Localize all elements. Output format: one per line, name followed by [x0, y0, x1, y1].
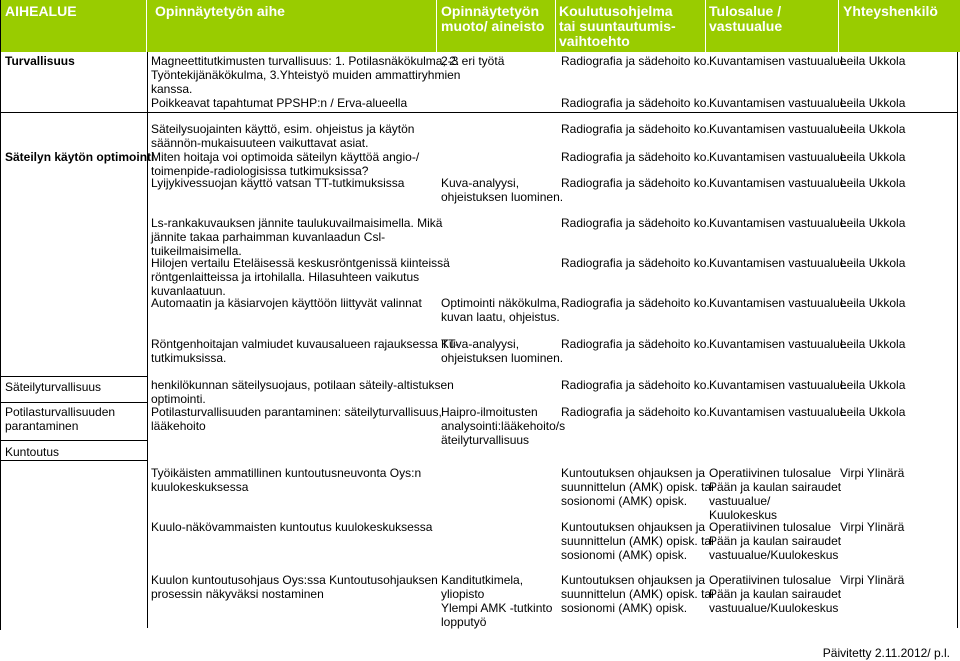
right-border [957, 52, 958, 628]
row-unit: Kuvantamisen vastuualue [709, 54, 847, 68]
section-kuntoutus: Kuntoutus [5, 445, 60, 459]
row-format: 2-3 eri työtä [441, 54, 505, 68]
row-program: Radiografia ja sädehoito ko. [561, 378, 710, 392]
header-muoto: Opinnäytetyön muoto/ aineisto [441, 3, 545, 34]
section-turvallisuus: Turvallisuus [5, 54, 75, 68]
row-program: Kuntoutuksen ohjauksen ja suunnittelun (AMK) opisk. tai sosionomi (AMK) opisk. [561, 573, 714, 615]
row-program: Radiografia ja sädehoito ko. [561, 96, 710, 110]
row-contact: Leila Ukkola [840, 256, 906, 270]
row-program: Radiografia ja sädehoito ko. [561, 54, 710, 68]
row-program: Radiografia ja sädehoito ko. [561, 216, 710, 230]
row-unit: Kuvantamisen vastuualue [709, 176, 847, 190]
row-topic: Kuulo-näkövammaisten kuntoutus kuulokeskuksessa [151, 520, 433, 534]
row-contact: Leila Ukkola [840, 216, 906, 230]
header-yhteys: Yhteyshenkilö [843, 3, 938, 19]
row-unit: Kuvantamisen vastuualue [709, 337, 847, 351]
row-unit: Operatiivinen tulosalue Pään ja kaulan sairaudet vastuualue/Kuulokeskus [709, 573, 842, 615]
row-contact: Virpi Ylinärä [840, 466, 905, 480]
row-contact: Virpi Ylinärä [840, 573, 905, 587]
row-topic: henkilökunnan säteilysuojaus, potilaan säteily-altistuksen optimointi. [151, 378, 454, 406]
header-aihe: Opinnäytetyön aihe [155, 3, 285, 19]
row-topic: Säteilysuojainten käyttö, esim. ohjeistus ja käytön säännön-mukaisuuteen vaikuttavat asiat. [151, 122, 415, 150]
row-unit: Operatiivinen tulosalue Pään ja kaulan sairaudet vastuualue/ Kuulokeskus [709, 466, 842, 522]
row-contact: Leila Ukkola [840, 176, 906, 190]
row-topic: Automaatin ja käsiarvojen käyttöön liittyvät valinnat [151, 296, 422, 310]
row-topic: Työikäisten ammatillinen kuntoutusneuvonta Oys:n kuulokeskuksessa [151, 466, 422, 494]
row-unit: Kuvantamisen vastuualue [709, 150, 847, 164]
row-topic: Hilojen vertailu Eteläisessä keskusröntgenissä kiinteissä röntgenlaitteissa ja irtohilalla. Hilasuhteen vaikutus kuvanlaatuun. [151, 256, 450, 298]
row-program: Kuntoutuksen ohjauksen ja suunnittelun (AMK) opisk. tai sosionomi (AMK) opisk. [561, 520, 714, 562]
row-contact: Leila Ukkola [840, 378, 906, 392]
row-unit: Kuvantamisen vastuualue [709, 122, 847, 136]
table-header [0, 0, 960, 52]
header-aihealue: AIHEALUE [5, 3, 77, 19]
row-unit: Kuvantamisen vastuualue [709, 405, 847, 419]
row-program: Radiografia ja sädehoito ko. [561, 296, 710, 310]
row-topic: Magneettitutkimusten turvallisuus: 1. Potilasnäkökulma, 2. Työntekijänäkökulma, 3.Yhteistyö muiden ammattiryhmien kanssa. [151, 54, 461, 96]
row-format: Optimointi näkökulma, kuvan laatu, ohjeistus. [441, 296, 560, 324]
left-border [0, 0, 1, 630]
row-program: Radiografia ja sädehoito ko. [561, 150, 710, 164]
section-divider [0, 376, 148, 377]
section-divider [0, 440, 148, 441]
header-tulosalue: Tulosalue / vastuualue [709, 3, 783, 34]
row-format: Kanditutkimela, yliopisto Ylempi AMK -tutkinto lopputyö [441, 573, 553, 629]
row-contact: Leila Ukkola [840, 54, 906, 68]
section-optimointi: Säteilyn käytön optimointi [5, 150, 155, 164]
row-topic: Ls-rankakuvauksen jännite taulukuvailmaisimella. Mikä jännite takaa parhaimman kuvanlaadun Csl- tuikeilmaisimella. [151, 216, 443, 258]
section-divider [0, 460, 148, 461]
row-topic: Lyijykivessuojan käyttö vatsan TT-tutkimuksissa [151, 176, 405, 190]
row-contact: Leila Ukkola [840, 150, 906, 164]
row-format: Kuva-analyysi, ohjeistuksen luominen. [441, 176, 564, 204]
column-divider [147, 52, 148, 628]
row-contact: Virpi Ylinärä [840, 520, 905, 534]
row-unit: Operatiivinen tulosalue Pään ja kaulan sairaudet vastuualue/Kuulokeskus [709, 520, 842, 562]
row-format: Kuva-analyysi, ohjeistuksen luominen. [441, 337, 564, 365]
section-potilasturvallisuus: Potilasturvallisuuden parantaminen [5, 405, 116, 433]
row-unit: Kuvantamisen vastuualue [709, 216, 847, 230]
row-unit: Kuvantamisen vastuualue [709, 296, 847, 310]
row-program: Radiografia ja sädehoito ko. [561, 176, 710, 190]
row-program: Radiografia ja sädehoito ko. [561, 256, 710, 270]
section-divider [0, 402, 148, 403]
section-sateilyturvallisuus: Säteilyturvallisuus [5, 380, 102, 394]
section-divider [0, 112, 958, 113]
row-program: Kuntoutuksen ohjauksen ja suunnittelun (AMK) opisk. tai sosionomi (AMK) opisk. [561, 466, 714, 508]
updated-footer: Päivitetty 2.11.2012/ p.l. [822, 646, 950, 660]
row-contact: Leila Ukkola [840, 122, 906, 136]
row-program: Radiografia ja sädehoito ko. [561, 337, 710, 351]
row-contact: Leila Ukkola [840, 405, 906, 419]
row-format: Haipro-ilmoitusten analysointi:lääkehoito/s äteilyturvallisuus [441, 405, 566, 447]
row-contact: Leila Ukkola [840, 96, 906, 110]
row-topic: Potilasturvallisuuden parantaminen: säteilyturvallisuus, lääkehoito [151, 405, 442, 433]
row-program: Radiografia ja sädehoito ko. [561, 405, 710, 419]
row-topic: Kuulon kuntoutusohjaus Oys:ssa Kuntoutusohjauksen prosessin näkyväksi nostaminen [151, 573, 438, 601]
row-contact: Leila Ukkola [840, 337, 906, 351]
row-unit: Kuvantamisen vastuualue [709, 256, 847, 270]
row-program: Radiografia ja sädehoito ko. [561, 122, 710, 136]
row-topic: Röntgenhoitajan valmiudet kuvausalueen rajauksessa TT- tutkimuksissa. [151, 337, 459, 365]
row-unit: Kuvantamisen vastuualue [709, 378, 847, 392]
row-topic: Miten hoitaja voi optimoida säteilyn käyttöä angio-/ toimenpide-radiologisissa tutkimuksissa? [151, 150, 420, 178]
row-unit: Kuvantamisen vastuualue [709, 96, 847, 110]
row-contact: Leila Ukkola [840, 296, 906, 310]
row-topic: Poikkeavat tapahtumat PPSHP:n / Erva-alueella [151, 96, 408, 110]
header-koulutus: Koulutusohjelma tai suuntautumis- vaihtoehto [559, 3, 676, 49]
